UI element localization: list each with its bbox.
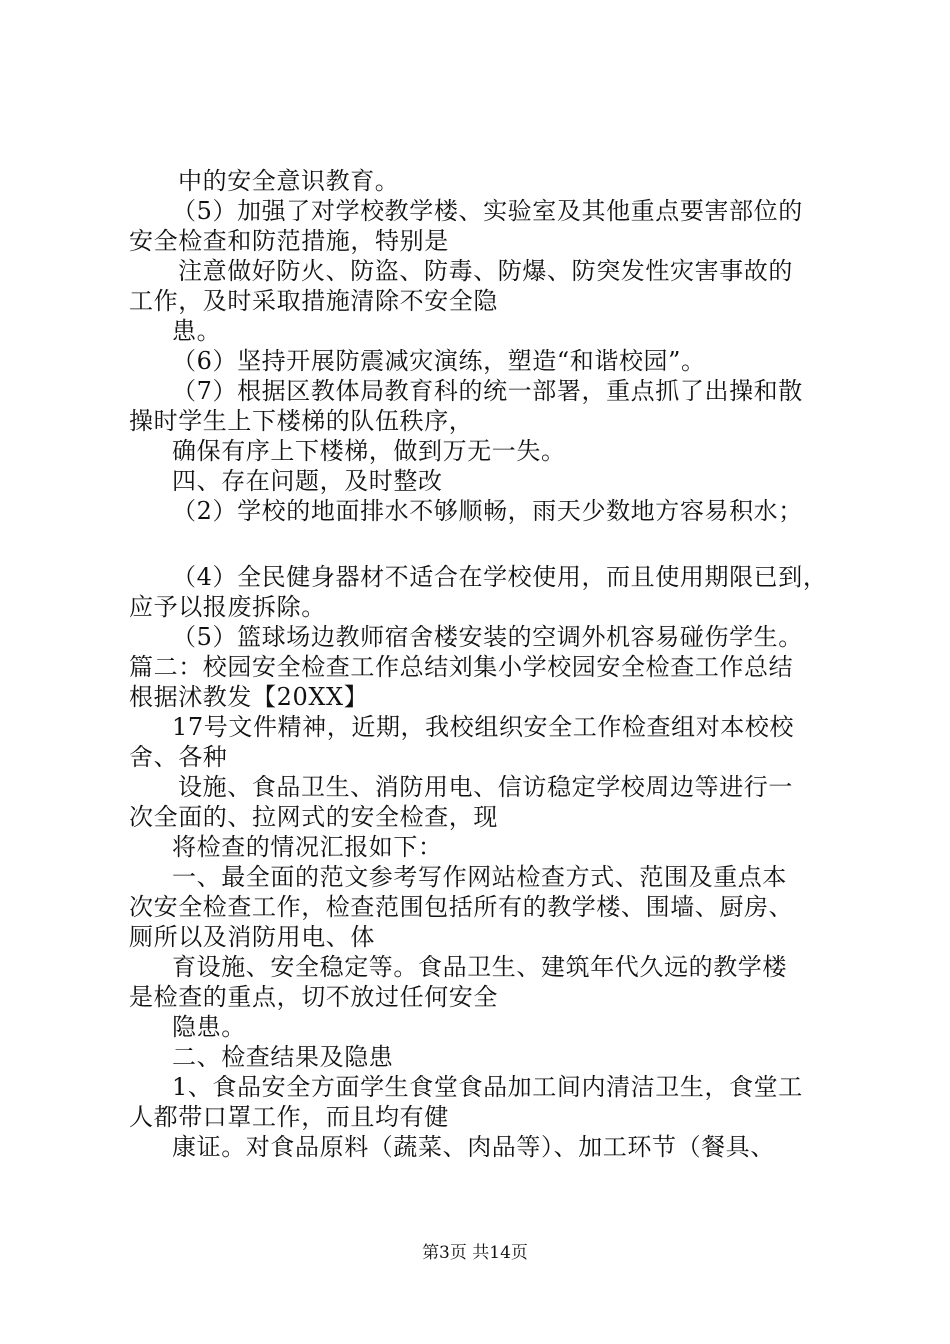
text-line: 确保有序上下楼梯，做到万无一失。 (172, 437, 566, 465)
blank-line (129, 526, 829, 562)
text-line: 1、食品安全方面学生食堂食品加工间内清洁卫生，食堂工 (172, 1073, 803, 1101)
text-line: 二、检查结果及隐患 (172, 1043, 394, 1071)
text-line: 17号文件精神，近期，我校组织安全工作检查组对本校校 (172, 713, 795, 741)
text-line: 康证。对食品原料（蔬菜、肉品等）、加工环节（餐具、 (172, 1133, 775, 1161)
text-line: 一、最全面的范文参考写作网站检查方式、范围及重点本 (172, 863, 787, 891)
text-line: 隐患。 (172, 1013, 246, 1041)
page-footer (0, 1241, 950, 1265)
text-line: 四、存在问题，及时整改 (172, 467, 443, 495)
text-line: 舍、各种 (129, 743, 228, 771)
text-line: 应予以报废拆除。 (129, 593, 326, 621)
text-line: 育设施、安全稳定等。食品卫生、建筑年代久远的教学楼 (172, 953, 787, 981)
text-line: 人都带口罩工作，而且均有健 (129, 1103, 449, 1131)
page-number-label: 第3页 共14页 (422, 1243, 528, 1263)
text-line: 患。 (172, 317, 222, 345)
text-line: 篇二：校园安全检查工作总结刘集小学校园安全检查工作总结 (129, 653, 794, 681)
text-line: 是检查的重点，切不放过任何安全 (129, 983, 498, 1011)
text-line: 中的安全意识教育。 (178, 167, 400, 195)
text-line: 设施、食品卫生、消防用电、信访稳定学校周边等进行一 (178, 773, 793, 801)
text-line: 厕所以及消防用电、体 (129, 923, 375, 951)
text-line: 将检查的情况汇报如下： (172, 833, 443, 861)
text-line: 次全面的、拉网式的安全检查，现 (129, 803, 498, 831)
text-line: 根据沭教发【20XX】 (129, 683, 369, 711)
text-line: （4）全民健身器材不适合在学校使用，而且使用期限已到， (172, 563, 828, 591)
text-line: （5）篮球场边教师宿舍楼安装的空调外机容易碰伤学生。 (172, 623, 803, 651)
text-line: （6）坚持开展防震减灾演练，塑造“和谐校园”。 (172, 347, 706, 375)
text-line: 注意做好防火、防盗、防毒、防爆、防突发性灾害事故的 (178, 257, 793, 285)
text-line: 安全检查和防范措施，特别是 (129, 227, 449, 255)
text-line: （2）学校的地面排水不够顺畅，雨天少数地方容易积水； (172, 497, 803, 525)
text-line: 工作，及时采取措施清除不安全隐 (129, 287, 498, 315)
text-line: （7）根据区教体局教育科的统一部署，重点抓了出操和散 (172, 377, 803, 405)
text-line: 操时学生上下楼梯的队伍秩序， (129, 407, 474, 435)
text-line: （5）加强了对学校教学楼、实验室及其他重点要害部位的 (172, 197, 803, 225)
text-line: 次安全检查工作，检查范围包括所有的教学楼、围墙、厨房、 (129, 893, 794, 921)
document-body (129, 166, 829, 1162)
